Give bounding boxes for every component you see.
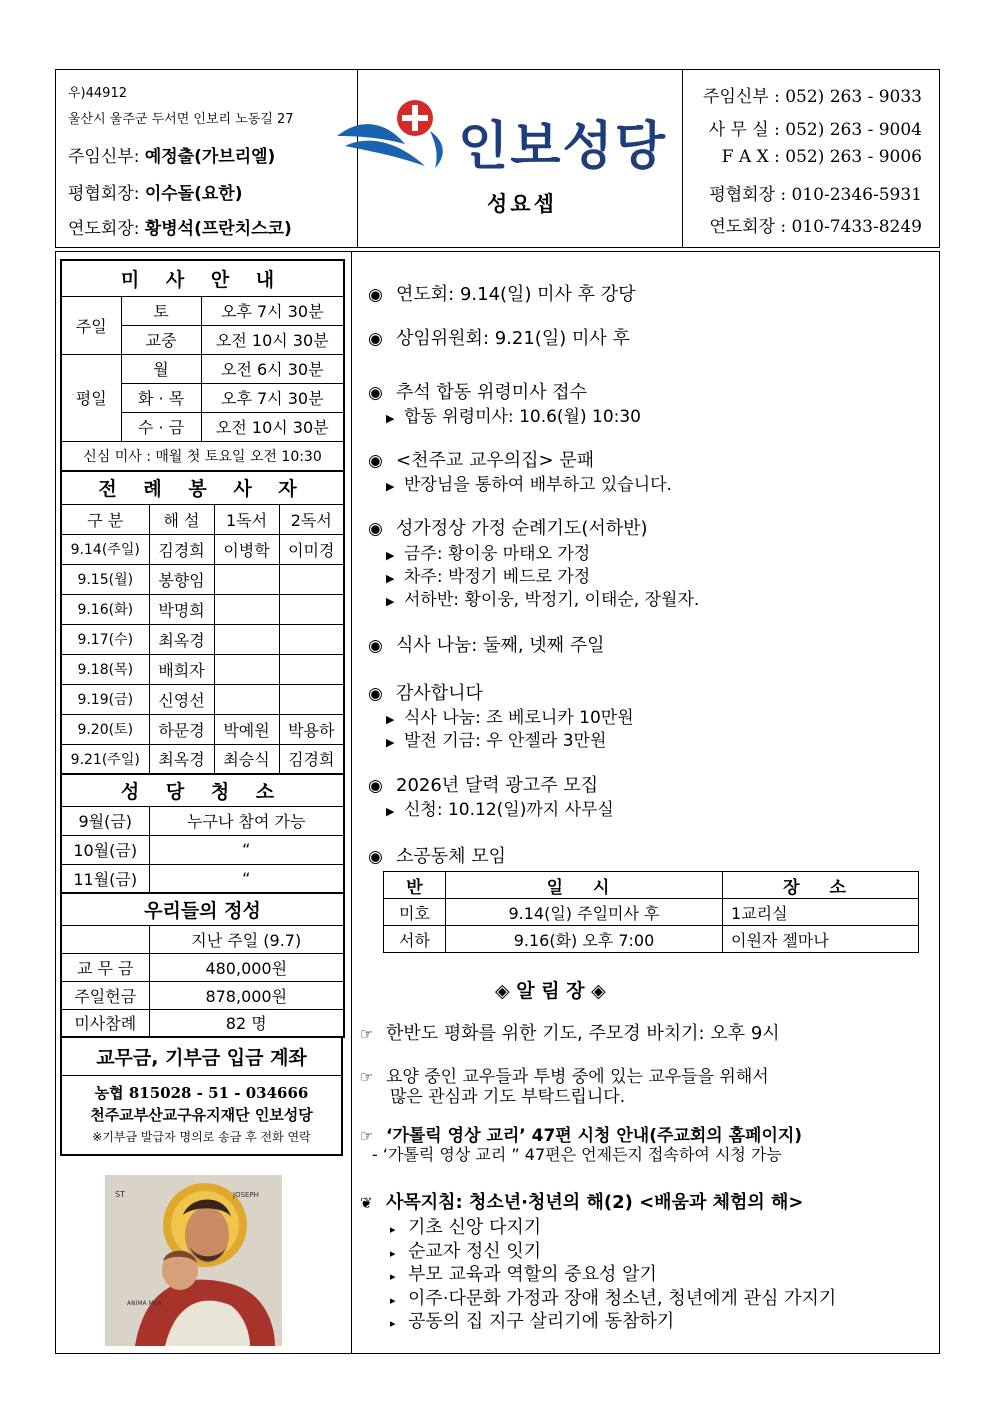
header-contacts <box>683 72 938 246</box>
pastoral-item: ▸ 이주·다문화 가정과 장애 청소년, 청년에게 관심 가지기 <box>390 1288 837 1309</box>
notice-8-item: ▶ 신청: 10.12(일)까지 사무실 <box>386 800 614 820</box>
servers-header: 2독서 <box>279 504 344 534</box>
cleaning-row: 10월(금) “ <box>61 835 344 864</box>
st-joseph-icon-image <box>105 1175 282 1346</box>
notice-8: ◉ 2026년 달력 광고주 모집 <box>368 775 599 796</box>
servers-row: 9.16(화) 박명희 <box>61 594 344 624</box>
notice-3-item: ▶ 합동 위령미사: 10.6(월) 10:30 <box>386 407 642 427</box>
community-row: 미호 9.14(일) 주일미사 후 1교리실 <box>384 899 919 926</box>
board-note-3: ☞ ‘가톨릭 영상 교리’ 47편 시청 안내(주교회의 홈페이지) <box>360 1126 803 1146</box>
servers-row: 9.18(목) 배희자 <box>61 654 344 684</box>
church-name: 인보성당 <box>458 117 667 177</box>
contact-council: 평협회장 : 010-2346-5931 <box>709 185 922 205</box>
servers-title: 전 례 봉 사 자 <box>61 471 344 504</box>
contact-fax: F A X : 052) 263 - 9006 <box>721 147 922 167</box>
bulletin-subtitle: 성요셉 <box>487 192 557 216</box>
mass-title: 미 사 안 내 <box>61 260 344 296</box>
notice-7-item: ▶ 식사 나눔: 조 베로니카 10만원 <box>386 708 634 728</box>
notice-7-item: ▶ 발전 기금: 우 안젤라 3만원 <box>386 731 607 751</box>
pastoral-item: ▸ 기초 신앙 다지기 <box>390 1217 542 1238</box>
header-left <box>58 72 354 246</box>
board-note-2: ☞ 요양 중인 교우들과 투병 중에 있는 교우들을 위해서 <box>360 1067 769 1087</box>
mass-day: 수 · 금 <box>121 412 201 441</box>
notice-7: ◉ 감사합니다 <box>368 683 483 704</box>
mass-note: 신심 미사 : 매월 첫 토요일 오전 10:30 <box>61 441 344 471</box>
pointing-hand-icon: ☞ <box>360 1127 374 1145</box>
cleaning-title: 성 당 청 소 <box>61 774 344 806</box>
mass-day: 월 <box>121 354 201 383</box>
board-note-3-cont: - ‘가톨릭 영상 교리 ” 47편은 언제든지 접속하여 시청 가능 <box>372 1145 782 1164</box>
notice-5-item: ▶ 차주: 박정기 베드로 가정 <box>386 567 591 587</box>
cleaning-row: 11월(금) “ <box>61 864 344 893</box>
icon-label-right: JOSEPH <box>233 1191 259 1199</box>
mass-table <box>60 259 345 472</box>
council-line: 평협회장: 이수돌(요한) <box>68 184 243 204</box>
community-header: 반 <box>384 872 446 899</box>
offering-table <box>60 892 345 1038</box>
icon-side-text: ANIMA MEA <box>127 1300 162 1307</box>
church-logo-icon <box>335 96 455 178</box>
mass-sunday-label: 주일 <box>61 296 121 354</box>
notice-5: ◉ 성가정상 가정 순례기도(서하반) <box>368 518 648 539</box>
mass-day: 화 · 목 <box>121 383 201 412</box>
contact-pastor: 주임신부 : 052) 263 - 9033 <box>703 87 922 107</box>
prayer-line: 연도회장: 황병석(프란치스코) <box>68 219 292 239</box>
servers-row: 9.21(주일) 최옥경 최승식 김경희 <box>61 744 344 774</box>
account-holder: 천주교부산교구유지재단 인보성당 <box>90 1105 313 1124</box>
notice-4-item: ▶ 반장님을 통하여 배부하고 있습니다. <box>386 475 672 495</box>
pointing-hand-icon: ☞ <box>360 1068 374 1086</box>
offering-row: 교 무 금 480,000원 <box>61 953 344 981</box>
notice-5-item: ▶ 서하반: 황이웅, 박정기, 이태순, 장월자. <box>386 590 700 610</box>
pastoral-title: ❦ 사목지침: 청소년·청년의 해(2) <배움과 체험의 해> <box>360 1192 804 1213</box>
mass-day: 교중 <box>121 325 201 354</box>
offering-title: 우리들의 정성 <box>61 893 344 925</box>
board-note-1: ☞ 한반도 평화를 위한 기도, 주모경 바치기: 오후 9시 <box>360 1023 780 1044</box>
servers-header: 해 설 <box>149 504 214 534</box>
community-header: 장 소 <box>723 872 919 899</box>
community-table <box>383 871 919 953</box>
prayer-name: 황병석(프란치스코) <box>144 219 292 239</box>
address: 울산시 울주군 두서면 인보리 노동길 27 <box>68 112 294 127</box>
mass-time: 오전 10시 30분 <box>201 325 344 354</box>
council-name: 이수돌(요한) <box>144 184 243 204</box>
servers-row: 9.14(주일) 김경희 이병학 이미경 <box>61 534 344 564</box>
community-header: 일 시 <box>446 872 723 899</box>
mass-time: 오후 7시 30분 <box>201 383 344 412</box>
servers-header: 1독서 <box>214 504 279 534</box>
contact-office: 사 무 실 : 052) 263 - 9004 <box>708 120 922 140</box>
pastoral-item: ▸ 순교자 정신 잇기 <box>390 1241 542 1262</box>
body-divider <box>351 251 352 1354</box>
mass-time: 오전 6시 30분 <box>201 354 344 383</box>
pointing-hand-icon: ☞ <box>360 1025 374 1043</box>
notice-3: ◉ 추석 합동 위령미사 접수 <box>368 382 588 403</box>
community-row: 서하 9.16(화) 오후 7:00 이원자 젤마나 <box>384 926 919 953</box>
postal-code: 우)44912 <box>68 86 127 101</box>
notice-1: ◉ 연도회: 9.14(일) 미사 후 강당 <box>368 284 636 305</box>
pastor-line: 주임신부: 예정출(가브리엘) <box>68 147 276 167</box>
mass-time: 오전 10시 30분 <box>201 412 344 441</box>
offering-period: 지난 주일 (9.7) <box>149 925 344 953</box>
servers-row: 9.20(토) 하문경 박예원 박용하 <box>61 714 344 744</box>
mass-weekday-label: 평일 <box>61 354 121 441</box>
account-title: 교무금, 기부금 입금 계좌 <box>61 1037 342 1075</box>
board-title: ◈ 알 림 장 ◈ <box>495 980 606 1002</box>
mass-time: 오후 7시 30분 <box>201 296 344 325</box>
pastoral-item: ▸ 공동의 집 지구 살리기에 동참하기 <box>390 1311 675 1332</box>
offering-row: 주일헌금 878,000원 <box>61 981 344 1009</box>
pastor-name: 예정출(가브리엘) <box>144 147 276 167</box>
servers-row: 9.17(수) 최옥경 <box>61 624 344 654</box>
icon-label-left: ST <box>115 1190 125 1199</box>
notice-9: ◉ 소공동체 모임 <box>368 846 507 867</box>
pastoral-item: ▸ 부모 교육과 역할의 중요성 알기 <box>390 1264 657 1285</box>
notice-4: ◉ <천주교 교우의집> 문패 <box>368 450 595 471</box>
servers-table <box>60 470 345 775</box>
servers-header: 구 분 <box>61 504 149 534</box>
cleaning-table <box>60 773 345 894</box>
cleaning-row: 9월(금) 누구나 참여 가능 <box>61 806 344 835</box>
contact-prayer: 연도회장 : 010-7433-8249 <box>709 217 922 237</box>
flourish-icon: ❦ <box>360 1194 373 1212</box>
board-note-2-cont: 많은 관심과 기도 부탁드립니다. <box>390 1087 626 1107</box>
servers-row: 9.19(금) 신영선 <box>61 684 344 714</box>
left-column <box>60 259 343 1156</box>
notice-6: ◉ 식사 나눔: 둘째, 넷째 주일 <box>368 635 605 656</box>
servers-row: 9.15(월) 봉향임 <box>61 564 344 594</box>
account-table <box>60 1036 343 1156</box>
mass-day: 토 <box>121 296 201 325</box>
notice-5-item: ▶ 금주: 황이웅 마태오 가정 <box>386 544 591 564</box>
account-note: ※기부금 발급자 명의로 송금 후 전화 연락 <box>92 1129 311 1144</box>
account-number: 농협 815028 - 51 - 034666 <box>94 1083 309 1102</box>
offering-row: 미사참례 82 명 <box>61 1009 344 1037</box>
notice-2: ◉ 상임위원회: 9.21(일) 미사 후 <box>368 328 630 349</box>
